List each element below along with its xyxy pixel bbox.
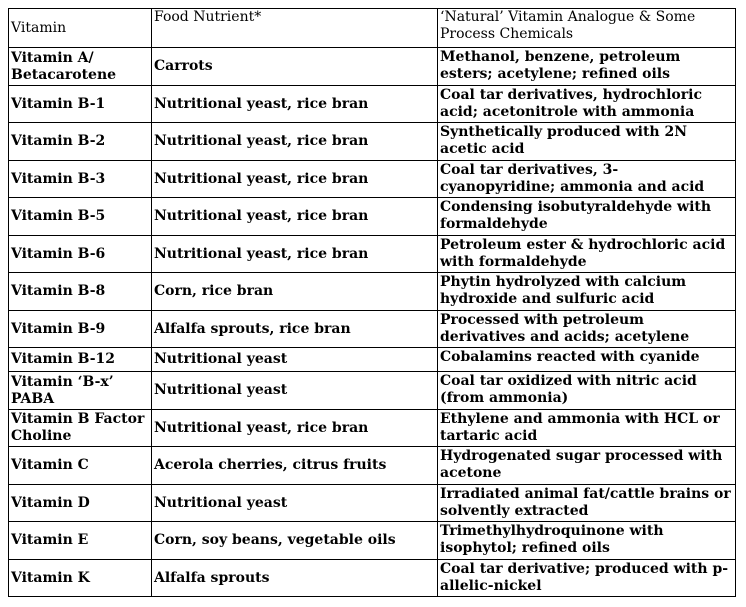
cell-food-nutrient: Alfalfa sprouts, rice bran bbox=[152, 311, 438, 348]
cell-vitamin: Vitamin A/ Betacarotene bbox=[9, 48, 152, 86]
cell-food-nutrient: Nutritional yeast bbox=[152, 372, 438, 410]
cell-food-nutrient: Carrots bbox=[152, 48, 438, 86]
cell-analogue: Phytin hydrolyzed with calcium hydroxide and sulfuric acid bbox=[438, 273, 736, 311]
cell-food-nutrient: Nutritional yeast bbox=[152, 485, 438, 522]
cell-analogue: Ethylene and ammonia with HCL or tartaric acid bbox=[438, 410, 736, 447]
table-header-row bbox=[9, 9, 736, 48]
cell-food-nutrient: Corn, soy beans, vegetable oils bbox=[152, 522, 438, 560]
table-row bbox=[9, 86, 736, 123]
table-row bbox=[9, 236, 736, 273]
cell-analogue: Trimethylhydroquinone with isophytol; refined oils bbox=[438, 522, 736, 560]
cell-vitamin: Vitamin B-12 bbox=[9, 348, 152, 372]
cell-vitamin: Vitamin B-1 bbox=[9, 86, 152, 123]
table-row bbox=[9, 522, 736, 560]
table-row bbox=[9, 273, 736, 311]
cell-analogue: Cobalamins reacted with cyanide bbox=[438, 348, 736, 372]
header-vitamin: Vitamin bbox=[9, 9, 152, 48]
cell-food-nutrient: Nutritional yeast, rice bran bbox=[152, 236, 438, 273]
table-row bbox=[9, 311, 736, 348]
cell-vitamin: Vitamin ‘B-x’ PABA bbox=[9, 372, 152, 410]
table-row bbox=[9, 161, 736, 198]
table-row bbox=[9, 410, 736, 447]
cell-analogue: Coal tar oxidized with nitric acid (from ammonia) bbox=[438, 372, 736, 410]
cell-analogue: Coal tar derivative; produced with p-allelic-nickel bbox=[438, 560, 736, 597]
cell-vitamin: Vitamin E bbox=[9, 522, 152, 560]
table-row bbox=[9, 560, 736, 597]
cell-vitamin: Vitamin B-9 bbox=[9, 311, 152, 348]
vitamin-table bbox=[8, 8, 736, 597]
cell-analogue: Coal tar derivatives, 3-cyanopyridine; ammonia and acid bbox=[438, 161, 736, 198]
cell-vitamin: Vitamin B-5 bbox=[9, 198, 152, 236]
cell-vitamin: Vitamin B-8 bbox=[9, 273, 152, 311]
cell-vitamin: Vitamin B-6 bbox=[9, 236, 152, 273]
table-row bbox=[9, 372, 736, 410]
cell-analogue: Irradiated animal fat/cattle brains or solvently extracted bbox=[438, 485, 736, 522]
cell-food-nutrient: Alfalfa sprouts bbox=[152, 560, 438, 597]
cell-food-nutrient: Nutritional yeast bbox=[152, 348, 438, 372]
cell-food-nutrient: Nutritional yeast, rice bran bbox=[152, 86, 438, 123]
cell-vitamin: Vitamin B-2 bbox=[9, 123, 152, 161]
cell-food-nutrient: Nutritional yeast, rice bran bbox=[152, 410, 438, 447]
cell-food-nutrient: Acerola cherries, citrus fruits bbox=[152, 447, 438, 485]
cell-analogue: Synthetically produced with 2N acetic acid bbox=[438, 123, 736, 161]
cell-vitamin: Vitamin C bbox=[9, 447, 152, 485]
header-natural-analogue: ‘Natural’ Vitamin Analogue & Some Process Chemicals bbox=[438, 9, 736, 48]
cell-food-nutrient: Nutritional yeast, rice bran bbox=[152, 123, 438, 161]
cell-food-nutrient: Nutritional yeast, rice bran bbox=[152, 161, 438, 198]
cell-vitamin: Vitamin B-3 bbox=[9, 161, 152, 198]
cell-analogue: Petroleum ester & hydrochloric acid with formaldehyde bbox=[438, 236, 736, 273]
cell-vitamin: Vitamin K bbox=[9, 560, 152, 597]
cell-vitamin: Vitamin B Factor Choline bbox=[9, 410, 152, 447]
header-food-nutrient: Food Nutrient* bbox=[152, 9, 438, 48]
table-row bbox=[9, 485, 736, 522]
cell-food-nutrient: Nutritional yeast, rice bran bbox=[152, 198, 438, 236]
cell-analogue: Coal tar derivatives, hydrochloric acid; acetonitrole with ammonia bbox=[438, 86, 736, 123]
cell-analogue: Hydrogenated sugar processed with acetone bbox=[438, 447, 736, 485]
table-row bbox=[9, 123, 736, 161]
cell-analogue: Condensing isobutyraldehyde with formaldehyde bbox=[438, 198, 736, 236]
document-page bbox=[8, 8, 736, 597]
cell-vitamin: Vitamin D bbox=[9, 485, 152, 522]
table-row bbox=[9, 447, 736, 485]
table-row bbox=[9, 348, 736, 372]
cell-analogue: Methanol, benzene, petroleum esters; acetylene; refined oils bbox=[438, 48, 736, 86]
cell-analogue: Processed with petroleum derivatives and acids; acetylene bbox=[438, 311, 736, 348]
table-row bbox=[9, 48, 736, 86]
cell-food-nutrient: Corn, rice bran bbox=[152, 273, 438, 311]
table-row bbox=[9, 198, 736, 236]
